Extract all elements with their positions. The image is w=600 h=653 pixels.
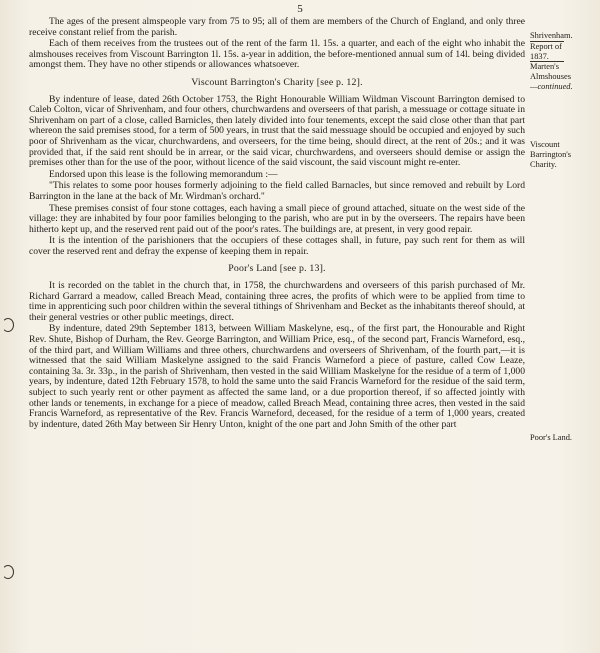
page-body xyxy=(29,17,525,431)
margin-note-poors-land: Poor's Land. xyxy=(530,433,572,442)
paragraph: These premises consist of four stone cottages, each having a small piece of ground attached, situate on the west side of the village: they are inhabited by four poor families belonging to the parish, who are put in by the overseers. The repairs have been hitherto kept up, and the reserved rent paid out of the poor's rates. The buildings are, at present, in very good repair. xyxy=(29,202,525,235)
paragraph: "This relates to some poor houses formerly adjoining to the field called Barnacles, but since removed and rebuilt by Lord Barrington in the lane at the back of Mr. Wirdman's orchard." xyxy=(29,180,525,202)
binding-hole-mark xyxy=(2,318,14,332)
section-heading-poors-land: Poor's Land [see p. 13]. xyxy=(228,263,326,275)
margin-note-report: Report of 1837. xyxy=(530,41,562,61)
margin-note-almshouses: Almshouses xyxy=(530,72,571,82)
margin-note-viscount: Viscount Barrington's Charity. xyxy=(530,140,572,169)
margin-note-shrivenham: Shrivenham. xyxy=(530,31,573,40)
paragraph: By indenture of lease, dated 26th October 1753, the Right Honourable William Wildman Viscount Barrington demised to Caleb Colton, vicar of Shrivenham, and four others, churchwardens and overseers of that parish, a messuage or cottage situate in Shrivenham on part of a close, called Barnicles, then lately divided into four tenements, except the said close other than that part whereon the said premises stood, for a term of 500 years, in trust that the said messuage should be occupied and enjoyed by such poor of Shrivenham as the vicar, churchwardens, and overseers, for the time being, should direct, at the rent of 20s.; and it was provided that, if the said rent should be in arrear, or the said vicar, churchwardens, and overseers should demise or assign the premises other than for the use of the poor, without licence of the said viscount, the said viscount might re-enter. xyxy=(29,93,525,169)
paragraph: It is the intention of the parishioners that the occupiers of these cottages shall, in future, pay such rent for them as will cover the reserved rent and defray the expense of keeping them in repair. xyxy=(29,235,525,257)
margin-note-group xyxy=(530,31,596,92)
margin-note-martens: Marten's xyxy=(530,62,559,72)
paragraph: It is recorded on the tablet in the church that, in 1758, the churchwardens and overseers of this parish purchased of Mr. Richard Garrard a meadow, called Breach Mead, containing three acres, the profits of which were to be applied from time to time in apprenticing such poor children within the several tithings of Shrivenham and Becket as the inhabitants thereof should, at their general vestries or other public meetings, direct. xyxy=(29,280,525,323)
margin-note-continued: —continued. xyxy=(530,81,573,91)
paragraph: By indenture, dated 29th September 1813, between William Maskelyne, esq., of the first part, the Honourable and Right Rev. Shute, Bishop of Durham, the Rev. George Barrington, and William Price, esq., of the second part, Francis Warneford, esq., of the third part, and William Williams and three others, churchwardens and overseers of Shrivenham, of the fourth part,—it is witnessed that the said William Maskelyne assigned to the said Francis Warneford a piece of pasture, called Cow Leaze, containing 3a. 3r. 33p., in the parish of Shrivenham, then vested in the said William Maskelyne for the residue of a term of 1,000 years, by indenture, dated 12th February 1578, to hold the same unto the said Francis Warneford for the residue of the said term, subject to such yearly rent or other payment as affected the same land, or a due proportion thereof, if so affected jointly with other lands or tenements, in exchange for a piece of meadow, called Breach Mead, containing three acres, then vested in the said Francis Warneford, as representative of the Rev. Francis Warneford, deceased, for the residue of a term of 1,000 years, created by indenture, dated 26th May between Sir Henry Unton, knight of the one part and John Smith of the other part xyxy=(29,323,525,430)
section-heading-barrington: Viscount Barrington's Charity [see p. 12]. xyxy=(191,76,363,88)
binding-hole-mark xyxy=(2,565,14,579)
page-number: 5 xyxy=(297,3,303,15)
paragraph: Endorsed upon this lease is the following memorandum :— xyxy=(49,168,278,180)
paragraph: Each of them receives from the trustees out of the rent of the farm 1l. 15s. a quarter, and each of the eight who inhabit the almshouses receives from Viscount Barrington 1l. 15s. a-year in addition, the before-mentioned annual sum of 14l. being divided amongst them. They have no other stipends or allowances whatsoever. xyxy=(29,38,525,71)
paragraph: The ages of the present almspeople vary from 75 to 95; all of them are members of the Church of England, and only three receive constant relief from the parish. xyxy=(29,16,525,38)
